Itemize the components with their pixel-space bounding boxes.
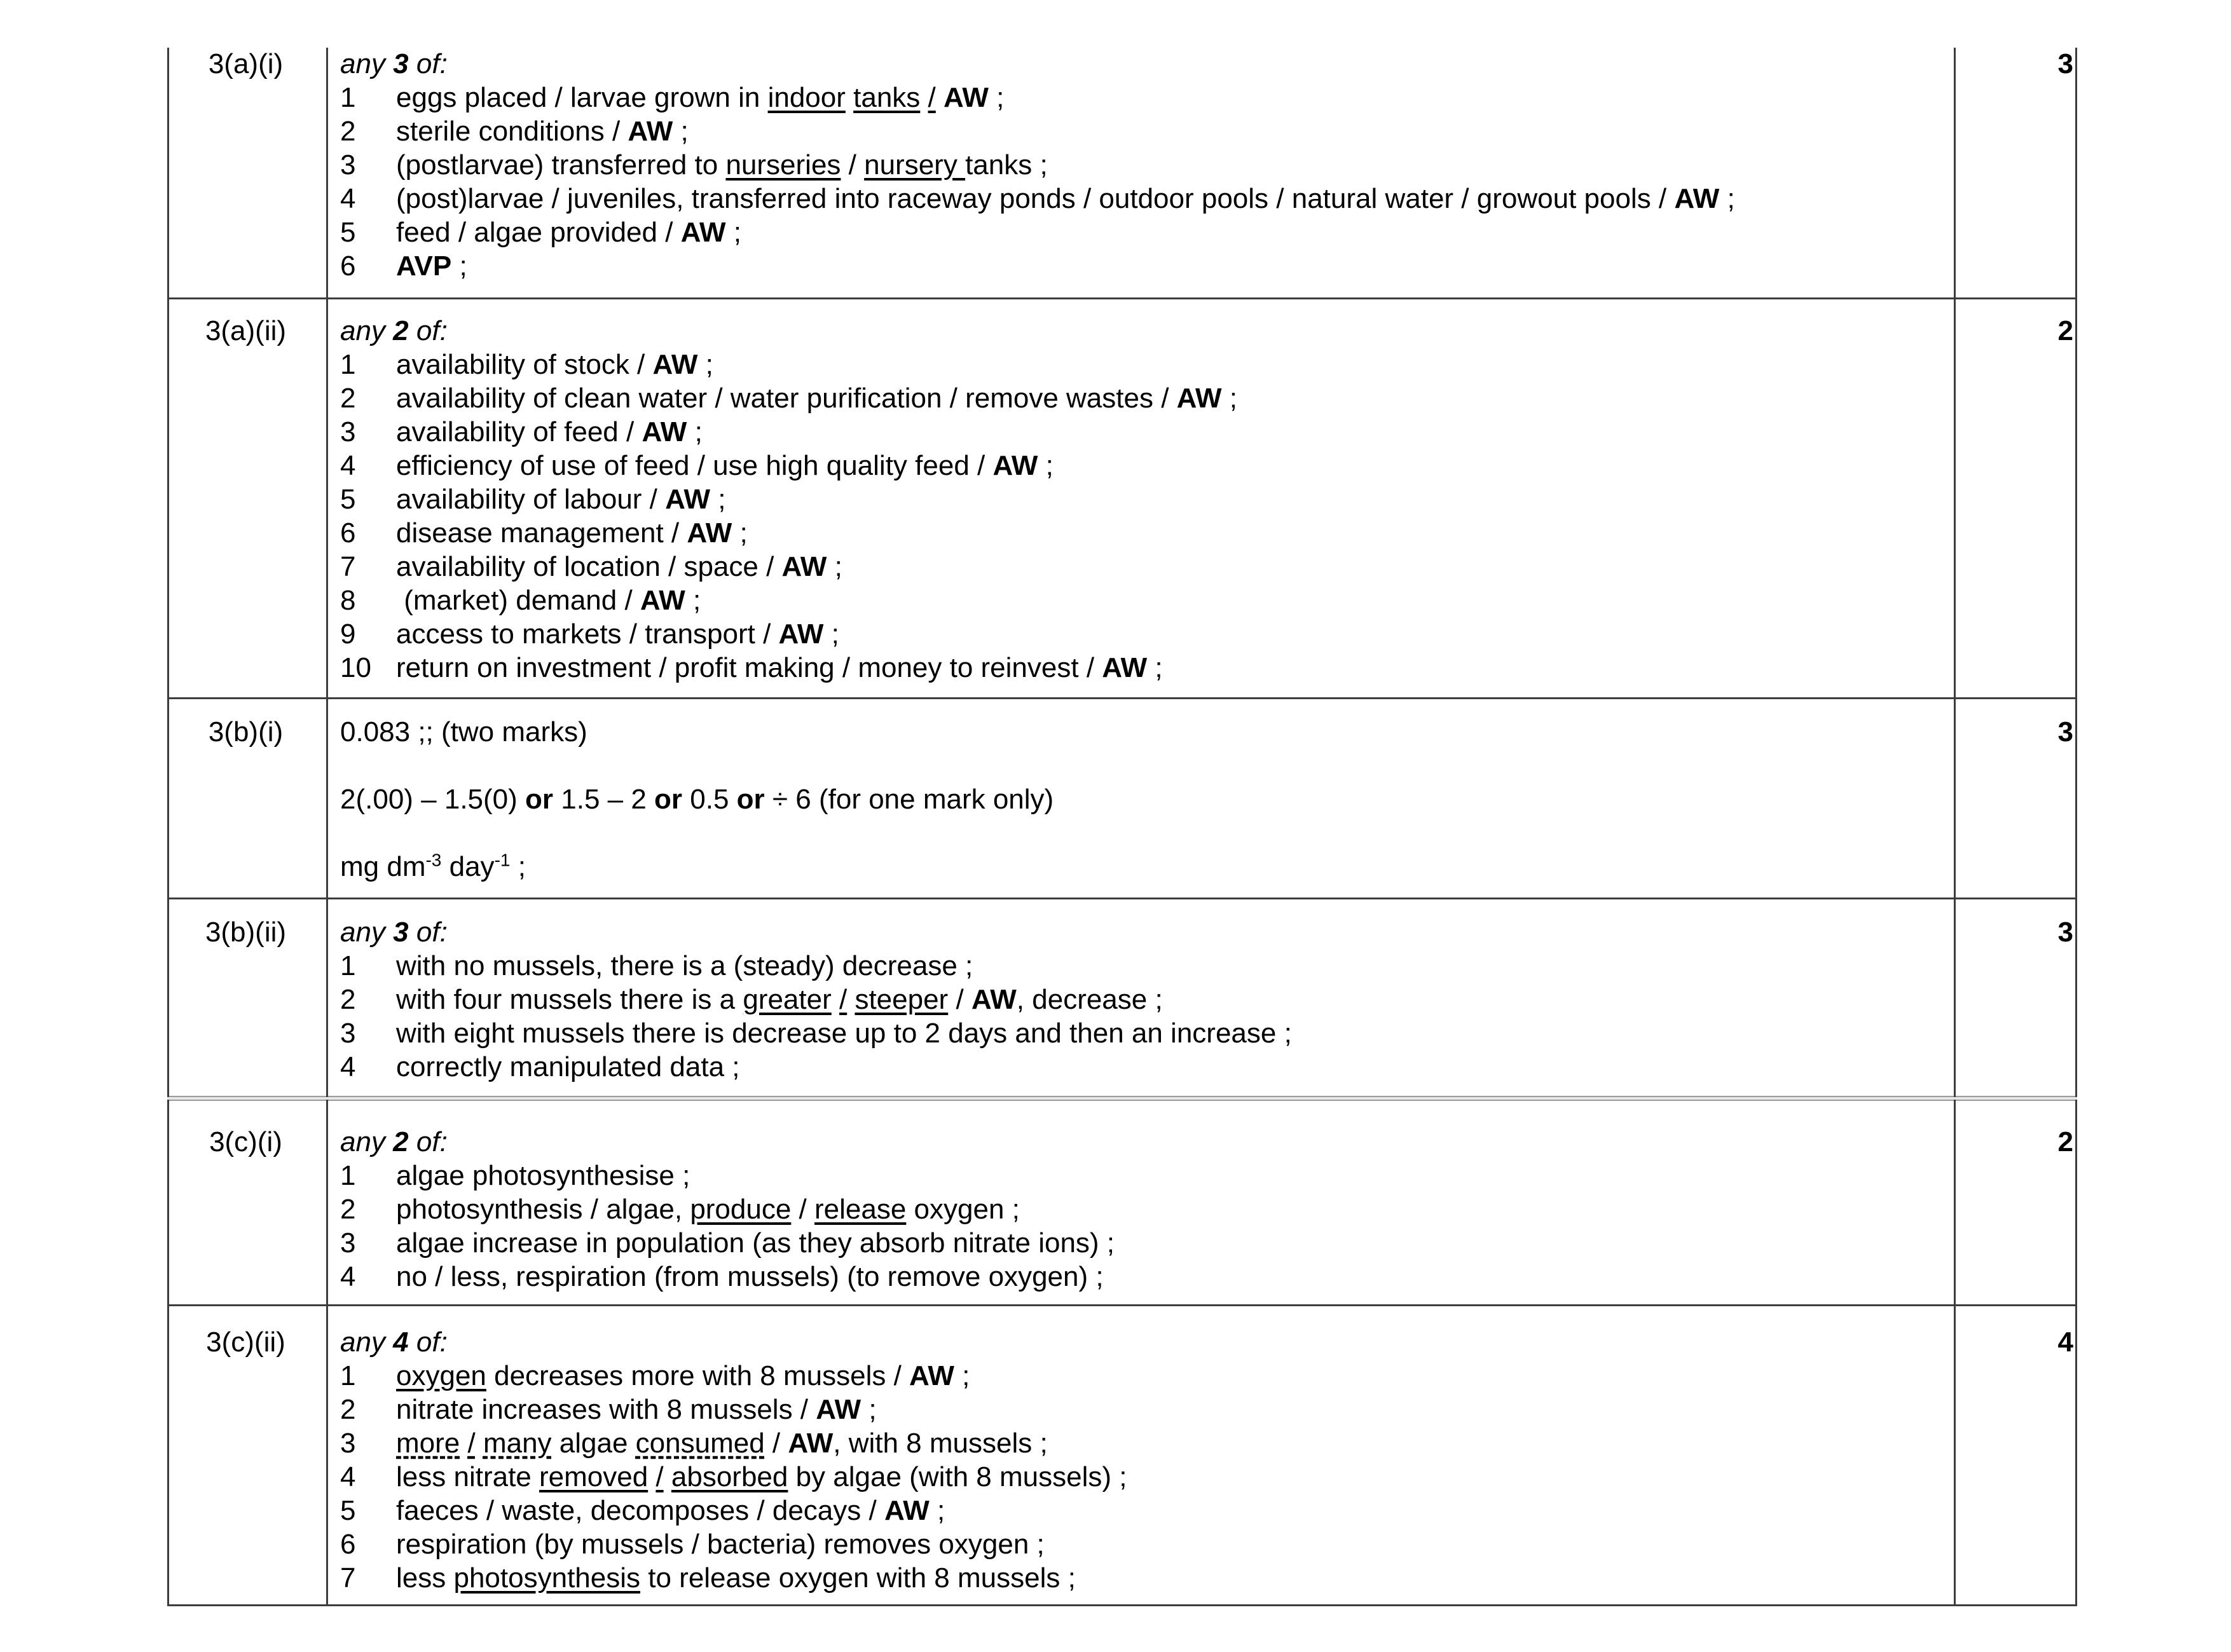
answer-full-marks: 0.083 ;; (two marks) — [340, 716, 587, 747]
answer-item: 7 availability of location / space / AW ; — [340, 551, 842, 582]
answer-lead: any 3 of: — [340, 48, 448, 79]
answer-lead: any 2 of: — [340, 315, 448, 346]
answer-item: 3 algae increase in population (as they absorb nitrate ions) ; — [340, 1227, 1115, 1259]
answer-block — [340, 1325, 1127, 1595]
question-marks: 3 — [2057, 917, 2073, 948]
question-marks: 3 — [2057, 716, 2073, 747]
answer-item: 3 (postlarvae) transferred to nurseries / nursery tanks ; — [340, 149, 1048, 181]
question-marks: 4 — [2057, 1327, 2073, 1358]
answer-item: 2 sterile conditions / AW ; — [340, 116, 689, 147]
answer-block — [340, 314, 1237, 685]
column-divider — [326, 48, 328, 1097]
question-marks: 2 — [2057, 315, 2073, 346]
question-number: 3(a)(ii) — [205, 315, 287, 346]
question-number: 3(c)(ii) — [206, 1327, 285, 1358]
answer-item: 4 less nitrate removed / absorbed by algae (with 8 mussels) ; — [340, 1461, 1127, 1492]
answer-item: 2 availability of clean water / water purification / remove wastes / AW ; — [340, 383, 1237, 414]
answer-item: 1 with no mussels, there is a (steady) decrease ; — [340, 950, 973, 981]
question-number: 3(a)(i) — [208, 48, 284, 79]
answer-item: 4 (post)larvae / juveniles, transferred into raceway ponds / outdoor pools / natural water / growout pools / AW ; — [340, 183, 1735, 214]
answer-item: 4 correctly manipulated data ; — [340, 1051, 740, 1082]
answer-item: 9 access to markets / transport / AW ; — [340, 618, 839, 650]
answer-item: 4 no / less, respiration (from mussels) (to remove oxygen) ; — [340, 1261, 1104, 1292]
question-number: 3(c)(i) — [209, 1126, 282, 1157]
question-marks: 2 — [2057, 1126, 2073, 1157]
answer-item: 6 respiration (by mussels / bacteria) removes oxygen ; — [340, 1529, 1045, 1560]
answer-block — [340, 1125, 1115, 1294]
answer-item: 1 algae photosynthesise ; — [340, 1160, 690, 1191]
answer-item: 6 disease management / AW ; — [340, 517, 748, 549]
answer-item: 6 AVP ; — [340, 250, 467, 282]
answer-block — [340, 47, 1735, 283]
answer-item: 3 more / many algae consumed / AW, with 8 mussels ; — [340, 1428, 1048, 1459]
question-number: 3(b)(i) — [208, 716, 284, 747]
answer-item: 5 availability of labour / AW ; — [340, 484, 726, 515]
answer-partial-marks: 2(.00) – 1.5(0) or 1.5 – 2 or 0.5 or ÷ 6 (for one mark only) — [340, 784, 1054, 815]
answer-item: 7 less photosynthesis to release oxygen with 8 mussels ; — [340, 1562, 1076, 1594]
answer-item: 10 return on investment / profit making / money to reinvest / AW ; — [340, 652, 1163, 683]
answer-block — [340, 915, 1292, 1084]
answer-item: 2 with four mussels there is a greater / steeper / AW, decrease ; — [340, 984, 1163, 1015]
answer-block — [340, 715, 1054, 884]
answer-item: 8 (market) demand / AW ; — [340, 585, 701, 616]
answer-item: 1 eggs placed / larvae grown in indoor tanks / AW ; — [340, 82, 1005, 113]
question-marks: 3 — [2057, 48, 2073, 79]
answer-item: 5 feed / algae provided / AW ; — [340, 217, 741, 248]
answer-item: 3 with eight mussels there is decrease up to 2 days and then an increase ; — [340, 1018, 1292, 1049]
answer-item: 3 availability of feed / AW ; — [340, 416, 703, 447]
answer-item: 2 nitrate increases with 8 mussels / AW ; — [340, 1394, 877, 1425]
answer-item: 4 efficiency of use of feed / use high quality feed / AW ; — [340, 450, 1054, 481]
question-number: 3(b)(ii) — [205, 917, 287, 948]
column-divider — [326, 1100, 328, 1606]
answer-lead: any 2 of: — [340, 1126, 448, 1157]
answer-item: 1 oxygen decreases more with 8 mussels / AW ; — [340, 1360, 970, 1391]
answer-lead: any 4 of: — [340, 1327, 448, 1358]
answer-lead: any 3 of: — [340, 917, 448, 948]
answer-item: 2 photosynthesis / algae, produce / release oxygen ; — [340, 1194, 1020, 1225]
answer-item: 5 faeces / waste, decomposes / decays / AW ; — [340, 1495, 945, 1526]
answer-item: 1 availability of stock / AW ; — [340, 349, 713, 380]
answer-unit: mg $dm^{-3}$ day$^{-1}$ ; — [340, 850, 526, 882]
